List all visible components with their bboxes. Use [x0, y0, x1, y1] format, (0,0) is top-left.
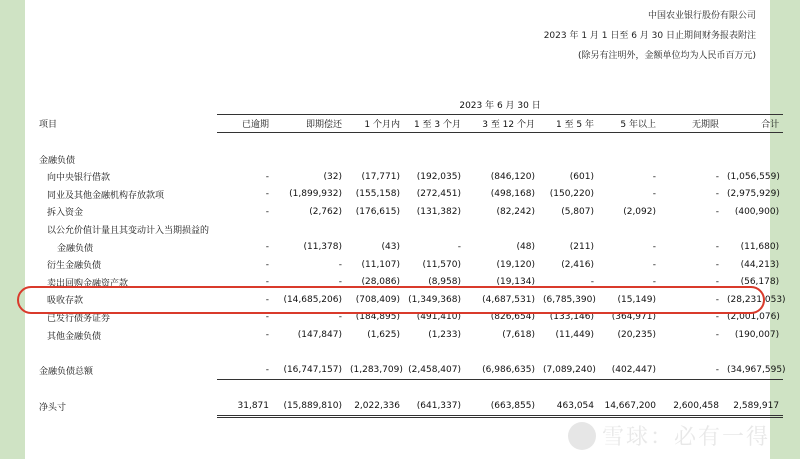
- cell-value: -: [338, 277, 342, 288]
- cell-value: (826,654): [490, 312, 535, 323]
- col-header: 项目: [39, 119, 58, 130]
- col-header: 5 年以上: [598, 114, 660, 133]
- cell-value: -: [338, 259, 342, 270]
- row-label: 拆入资金: [47, 208, 84, 219]
- cell-value: (190,007): [734, 330, 780, 341]
- row-label: 向中央银行借款: [47, 173, 111, 184]
- cell-value: (184,895): [355, 312, 400, 323]
- table-row: [35, 256, 783, 274]
- cell-value: [465, 221, 539, 239]
- cell-value: (44,213): [740, 259, 780, 270]
- unit-note: (除另有注明外，金额单位均为人民币百万元): [577, 51, 756, 61]
- cell-value: 2,600,458: [660, 397, 723, 416]
- cell-value: (2,092): [623, 206, 656, 217]
- cell-value: (1,233): [428, 330, 461, 341]
- row-label: 已发行债务证券: [47, 313, 111, 324]
- cell-value: -: [652, 277, 656, 288]
- row-label: 以公允价值计量且其变动计入当期损益的: [47, 225, 210, 236]
- col-header: 1 至 3 个月: [404, 114, 465, 133]
- cell-value: -: [715, 294, 719, 305]
- table-row: [35, 238, 783, 256]
- cell-value: (82,242): [496, 206, 535, 217]
- total-row: [35, 361, 783, 379]
- cell-value: -: [265, 242, 269, 253]
- row-label: 吸收存款: [47, 296, 84, 307]
- cell-value: (402,447): [598, 361, 660, 379]
- snowball-logo-icon: [568, 422, 596, 450]
- cell-value: (17,771): [361, 171, 400, 182]
- cell-value: (11,378): [303, 242, 342, 253]
- cell-value: -: [652, 242, 656, 253]
- cell-value: (2,458,407): [404, 361, 465, 379]
- col-header: 3 至 12 个月: [465, 114, 539, 133]
- cell-value: (2,975,929): [727, 189, 780, 200]
- cell-value: (663,855): [465, 397, 539, 416]
- cell-value: -: [265, 312, 269, 323]
- table-row: [35, 168, 783, 186]
- cell-value: (7,089,240): [539, 361, 598, 379]
- cell-value: (11,680): [740, 242, 780, 253]
- row-label: 同业及其他金融机构存放款项: [47, 190, 165, 201]
- cell-value: [346, 221, 404, 239]
- cell-value: (1,349,368): [408, 294, 461, 305]
- cell-value: -: [715, 277, 719, 288]
- cell-value: (211): [569, 242, 594, 253]
- cell-value: (8,958): [428, 277, 461, 288]
- cell-value: (155,158): [355, 189, 400, 200]
- cell-value: -: [715, 189, 719, 200]
- row-label: 金融负债: [57, 243, 94, 254]
- watermark: [568, 420, 770, 451]
- cell-value: (6,785,390): [543, 294, 596, 305]
- cell-value: (150,220): [549, 189, 594, 200]
- cell-value: (34,967,595): [723, 361, 783, 379]
- cell-value: -: [265, 294, 269, 305]
- cell-value: (20,235): [617, 330, 656, 341]
- cell-value: (2,001,076): [727, 312, 780, 323]
- cell-value: 14,667,200: [598, 397, 660, 416]
- document-page: [25, 0, 786, 459]
- row-label: 净头寸: [39, 403, 67, 414]
- col-header: 无期限: [660, 114, 723, 133]
- cell-value: (147,847): [297, 330, 342, 341]
- cell-value: 2,589,917: [723, 397, 783, 416]
- cell-value: (2,762): [309, 206, 342, 217]
- highlight-oval: [17, 286, 765, 314]
- cell-value: (1,899,932): [289, 189, 342, 200]
- cell-value: (133,146): [549, 312, 594, 323]
- cell-value: [404, 221, 465, 239]
- cell-value: [660, 221, 723, 239]
- company-name: 中国农业银行股份有限公司: [647, 11, 756, 21]
- cell-value: -: [715, 312, 719, 323]
- cell-value: -: [265, 206, 269, 217]
- section-row: [35, 150, 783, 168]
- col-header: 合计: [723, 114, 783, 133]
- cell-value: (846,120): [490, 171, 535, 182]
- cell-value: (1,056,559): [727, 171, 780, 182]
- cell-value: (19,134): [496, 277, 535, 288]
- cell-value: (15,889,810): [273, 397, 346, 416]
- row-label: 衍生金融负债: [47, 261, 102, 272]
- cell-value: (641,337): [404, 397, 465, 416]
- cell-value: -: [715, 259, 719, 270]
- cell-value: [217, 221, 273, 239]
- cell-value: (601): [569, 171, 594, 182]
- cell-value: 463,054: [539, 397, 598, 416]
- cell-value: -: [457, 242, 461, 253]
- cell-value: (28,231,053): [727, 294, 786, 305]
- cell-value: (15,149): [617, 294, 656, 305]
- cell-value: -: [715, 330, 719, 341]
- cell-value: (272,451): [416, 189, 461, 200]
- table-row: [35, 203, 783, 221]
- cell-value: (56,178): [740, 277, 780, 288]
- cell-value: [539, 221, 598, 239]
- cell-value: (11,570): [422, 259, 461, 270]
- cell-value: (14,685,206): [283, 294, 342, 305]
- cell-value: (364,971): [611, 312, 656, 323]
- cell-value: (6,986,635): [465, 361, 539, 379]
- cell-value: (491,410): [416, 312, 461, 323]
- date-heading: 2023 年 6 月 30 日: [217, 96, 783, 114]
- cell-value: (7,618): [502, 330, 535, 341]
- watermark-text: 雪球：必有一得: [601, 425, 770, 450]
- cell-value: -: [715, 206, 719, 217]
- cell-value: -: [660, 361, 723, 379]
- cell-value: -: [265, 189, 269, 200]
- cell-value: [273, 221, 346, 239]
- col-header: 即期偿还: [273, 114, 346, 133]
- cell-value: -: [265, 171, 269, 182]
- cell-value: -: [265, 330, 269, 341]
- cell-value: (43): [381, 242, 400, 253]
- cell-value: (400,900): [734, 206, 780, 217]
- cell-value: [723, 221, 783, 239]
- row-label: 金融负债总额: [39, 366, 94, 377]
- section-title: 金融负债: [39, 155, 76, 166]
- cell-value: [598, 221, 660, 239]
- cell-value: -: [338, 312, 342, 323]
- cell-value: (708,409): [355, 294, 400, 305]
- table-row: [35, 185, 783, 203]
- cell-value: (11,449): [555, 330, 594, 341]
- cell-value: -: [652, 259, 656, 270]
- cell-value: (4,687,531): [482, 294, 535, 305]
- table-row: [35, 221, 783, 239]
- cell-value: (11,107): [361, 259, 400, 270]
- cell-value: (131,382): [416, 206, 461, 217]
- cell-value: (2,416): [561, 259, 594, 270]
- cell-value: (192,035): [416, 171, 461, 182]
- cell-value: -: [715, 242, 719, 253]
- cell-value: 2,022,336: [346, 397, 404, 416]
- cell-value: -: [590, 277, 594, 288]
- cell-value: (5,807): [561, 206, 594, 217]
- cell-value: (1,283,709): [346, 361, 404, 379]
- cell-value: -: [715, 171, 719, 182]
- cell-value: -: [652, 189, 656, 200]
- col-header: 1 至 5 年: [539, 114, 598, 133]
- date-row: [35, 96, 783, 114]
- cell-value: (48): [516, 242, 535, 253]
- column-header-row: [35, 114, 783, 133]
- row-label: 卖出回购金融资产款: [47, 278, 129, 289]
- cell-value: 31,871: [217, 397, 273, 416]
- col-header: 已逾期: [217, 114, 273, 133]
- cell-value: (176,615): [355, 206, 400, 217]
- net-position-row: [35, 397, 783, 416]
- cell-value: (1,625): [367, 330, 400, 341]
- table-row: [35, 326, 783, 344]
- cell-value: (498,168): [490, 189, 535, 200]
- row-label: 其他金融负债: [47, 331, 102, 342]
- cell-value: -: [265, 277, 269, 288]
- cell-value: (19,120): [496, 259, 535, 270]
- cell-value: (16,747,157): [273, 361, 346, 379]
- period-note: 2023 年 1 月 1 日至 6 月 30 日止期间财务报表附注: [543, 31, 756, 41]
- cell-value: -: [265, 259, 269, 270]
- cell-value: (28,086): [361, 277, 400, 288]
- cell-value: (32): [323, 171, 342, 182]
- col-header: 1 个月内: [346, 114, 404, 133]
- cell-value: -: [217, 361, 273, 379]
- liquidity-table: [35, 96, 786, 418]
- cell-value: -: [652, 171, 656, 182]
